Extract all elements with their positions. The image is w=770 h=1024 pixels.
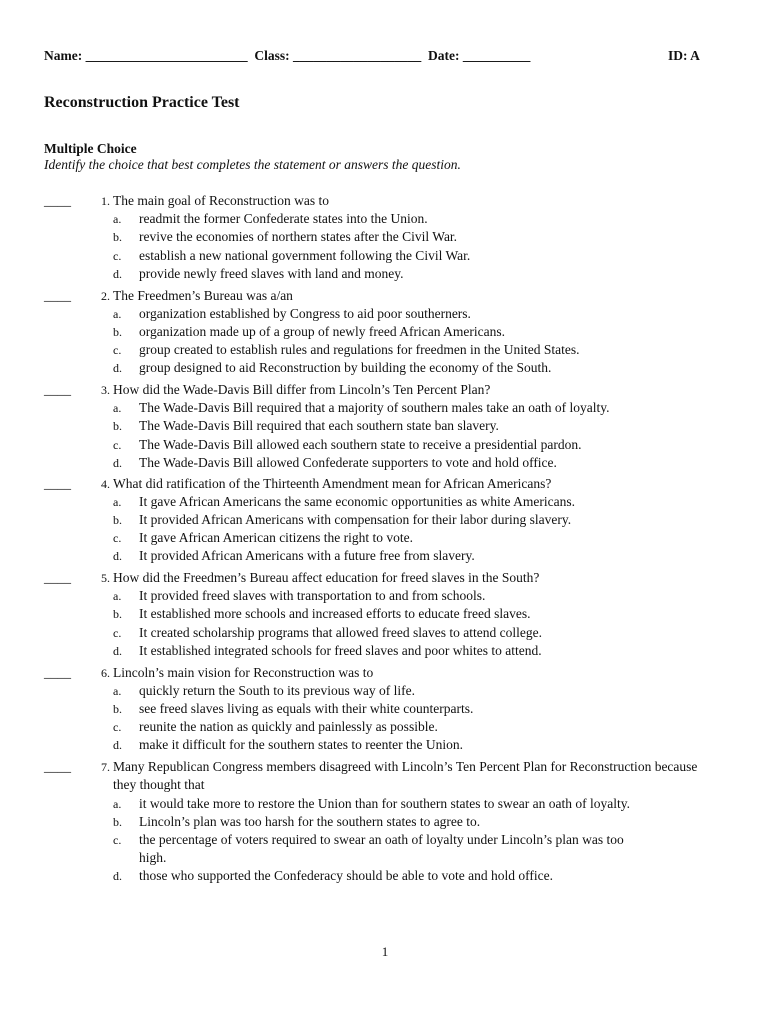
question-number: 2.	[101, 288, 110, 303]
choice-text: It provided African Americans with a future free from slavery.	[139, 548, 475, 564]
question-item	[0, 664, 770, 755]
choice-text: It established integrated schools for freed slaves and poor whites to attend.	[139, 642, 542, 658]
choice-text: revive the economies of northern states after the Civil War.	[139, 229, 458, 245]
question-item	[0, 758, 770, 885]
choice-text: group designed to aid Reconstruction by building the economy of the South.	[139, 360, 552, 376]
question-item	[0, 287, 770, 378]
id-field: ID: A	[668, 48, 700, 63]
answer-choice	[113, 624, 633, 642]
answer-choice	[113, 795, 633, 813]
answer-choice	[113, 493, 633, 511]
choice-text: It provided freed slaves with transportation to and from schools.	[139, 588, 486, 604]
choice-letter: c.	[113, 625, 122, 640]
question-number: 5.	[101, 571, 110, 586]
answer-choice	[113, 642, 633, 660]
choice-letter: b.	[113, 230, 122, 245]
choice-text: The Wade-Davis Bill required that a majority of southern males take an oath of loyalty.	[139, 400, 610, 416]
answer-choice	[113, 417, 633, 435]
answer-blank[interactable]: ____	[44, 759, 71, 775]
choice-letter: d.	[113, 361, 122, 376]
choice-text: it would take more to restore the Union than for southern states to swear an oath of loyalty.	[139, 795, 630, 811]
choice-text: Lincoln’s plan was too harsh for the southern states to agree to.	[139, 813, 481, 829]
answer-blank[interactable]: ____	[44, 287, 71, 303]
choice-text: those who supported the Confederacy should be able to vote and hold office.	[139, 868, 554, 884]
question-stem: What did ratification of the Thirteenth Amendment mean for African Americans?	[113, 475, 552, 491]
answer-choice	[113, 228, 633, 246]
choice-text: organization made up of a group of newly freed African Americans.	[139, 323, 505, 339]
answer-choice	[113, 867, 633, 885]
answer-choice	[113, 605, 633, 623]
page-title: Reconstruction Practice Test	[44, 94, 240, 111]
choice-letter: b.	[113, 419, 122, 434]
choice-letter: a.	[113, 796, 122, 811]
question-stem: The main goal of Reconstruction was to	[113, 193, 329, 208]
choice-text: It created scholarship programs that allowed freed slaves to attend college.	[139, 624, 542, 640]
choice-letter: b.	[113, 607, 122, 622]
date-field: Date: __________	[428, 48, 531, 63]
choice-letter: a.	[113, 212, 122, 227]
question-stem: How did the Wade-Davis Bill differ from Lincoln’s Ten Percent Plan?	[113, 382, 491, 398]
answer-choice	[113, 587, 633, 605]
answer-choice	[113, 454, 633, 472]
question-number: 7.	[101, 760, 110, 775]
answer-choice	[113, 511, 633, 529]
choice-letter: a.	[113, 401, 122, 416]
question-stem: How did the Freedmen’s Bureau affect education for freed slaves in the South?	[113, 570, 540, 586]
choice-text: It gave African Americans the same economic opportunities as white Americans.	[139, 493, 575, 509]
question-item	[0, 192, 770, 283]
question-number: 4.	[101, 476, 110, 491]
choice-letter: b.	[113, 814, 122, 829]
choice-letter: d.	[113, 455, 122, 470]
answer-choice	[113, 813, 633, 831]
choice-letter: d.	[113, 643, 122, 658]
answer-choice	[113, 341, 633, 359]
choice-text: provide newly freed slaves with land and money.	[139, 265, 404, 281]
choice-letter: c.	[113, 531, 122, 546]
choice-text: establish a new national government following the Civil War.	[139, 247, 471, 263]
answer-choice	[113, 210, 633, 228]
question-number: 1.	[101, 194, 110, 208]
section-instructions: Identify the choice that best completes the statement or answers the question.	[44, 157, 461, 172]
choice-letter: c.	[113, 832, 122, 847]
answer-blank[interactable]: ____	[44, 382, 71, 398]
choice-letter: d.	[113, 549, 122, 564]
answer-blank[interactable]: ____	[44, 475, 71, 491]
header-fields	[44, 48, 704, 64]
answer-blank[interactable]: ____	[44, 570, 71, 586]
question-item	[0, 569, 770, 660]
choice-text: It gave African American citizens the right to vote.	[139, 530, 414, 546]
choice-letter: c.	[113, 720, 122, 735]
choice-letter: d.	[113, 869, 122, 884]
choice-letter: b.	[113, 512, 122, 527]
answer-choice	[113, 547, 633, 565]
answer-choice	[113, 436, 633, 454]
choice-letter: a.	[113, 589, 122, 604]
answer-choice	[113, 718, 633, 736]
choice-letter: b.	[113, 324, 122, 339]
choice-text: group created to establish rules and regulations for freedmen in the United States.	[139, 342, 580, 358]
choice-text: The Wade-Davis Bill allowed each southern state to receive a presidential pardon.	[139, 436, 582, 452]
question-number: 3.	[101, 383, 110, 398]
name-field: Name: ________________________	[44, 48, 248, 63]
choice-text: quickly return the South to its previous way of life.	[139, 682, 415, 698]
question-item	[0, 475, 770, 566]
section-title: Multiple Choice	[44, 141, 137, 156]
choice-text: reunite the nation as quickly and painlessly as possible.	[139, 719, 438, 735]
choice-letter: c.	[113, 437, 122, 452]
choice-text: It provided African Americans with compensation for their labor during slavery.	[139, 511, 572, 527]
answer-blank[interactable]: ____	[44, 193, 71, 208]
class-field: Class: ___________________	[254, 48, 422, 63]
question-list	[0, 192, 770, 886]
choice-letter: c.	[113, 343, 122, 358]
answer-choice	[113, 265, 633, 283]
answer-choice	[113, 399, 633, 417]
choice-letter: a.	[113, 494, 122, 509]
choice-letter: d.	[113, 266, 122, 281]
choice-letter: a.	[113, 306, 122, 321]
answer-blank[interactable]: ____	[44, 664, 71, 680]
answer-choice	[113, 305, 633, 323]
answer-choice	[113, 700, 633, 718]
answer-choice	[113, 529, 633, 547]
answer-choice	[113, 359, 633, 377]
choice-letter: c.	[113, 248, 122, 263]
answer-choice	[113, 736, 633, 754]
answer-choice	[113, 323, 633, 341]
question-number: 6.	[101, 665, 110, 680]
choice-text: The Wade-Davis Bill allowed Confederate supporters to vote and hold office.	[139, 454, 557, 470]
answer-choice	[113, 682, 633, 700]
choice-text: It established more schools and increased efforts to educate freed slaves.	[139, 606, 531, 622]
question-stem: Many Republican Congress members disagreed with Lincoln’s Ten Percent Plan for Reconstruction because they thought that	[113, 759, 698, 793]
choice-letter: a.	[113, 683, 122, 698]
choice-letter: b.	[113, 701, 122, 716]
choice-text: the percentage of voters required to swear an oath of loyalty under Lincoln’s plan was too high.	[139, 831, 624, 866]
question-item	[0, 381, 770, 472]
question-stem: Lincoln’s main vision for Reconstruction was to	[113, 664, 374, 680]
page-number: 1	[381, 944, 389, 959]
choice-text: see freed slaves living as equals with their white counterparts.	[139, 700, 474, 716]
choice-letter: d.	[113, 738, 122, 753]
choice-text: make it difficult for the southern states to reenter the Union.	[139, 737, 464, 753]
answer-choice	[113, 247, 633, 265]
choice-text: readmit the former Confederate states into the Union.	[139, 211, 428, 227]
answer-choice	[113, 831, 633, 867]
choice-text: The Wade-Davis Bill required that each southern state ban slavery.	[139, 418, 499, 434]
choice-text: organization established by Congress to aid poor southerners.	[139, 305, 471, 321]
question-stem: The Freedmen’s Bureau was a/an	[113, 287, 293, 303]
